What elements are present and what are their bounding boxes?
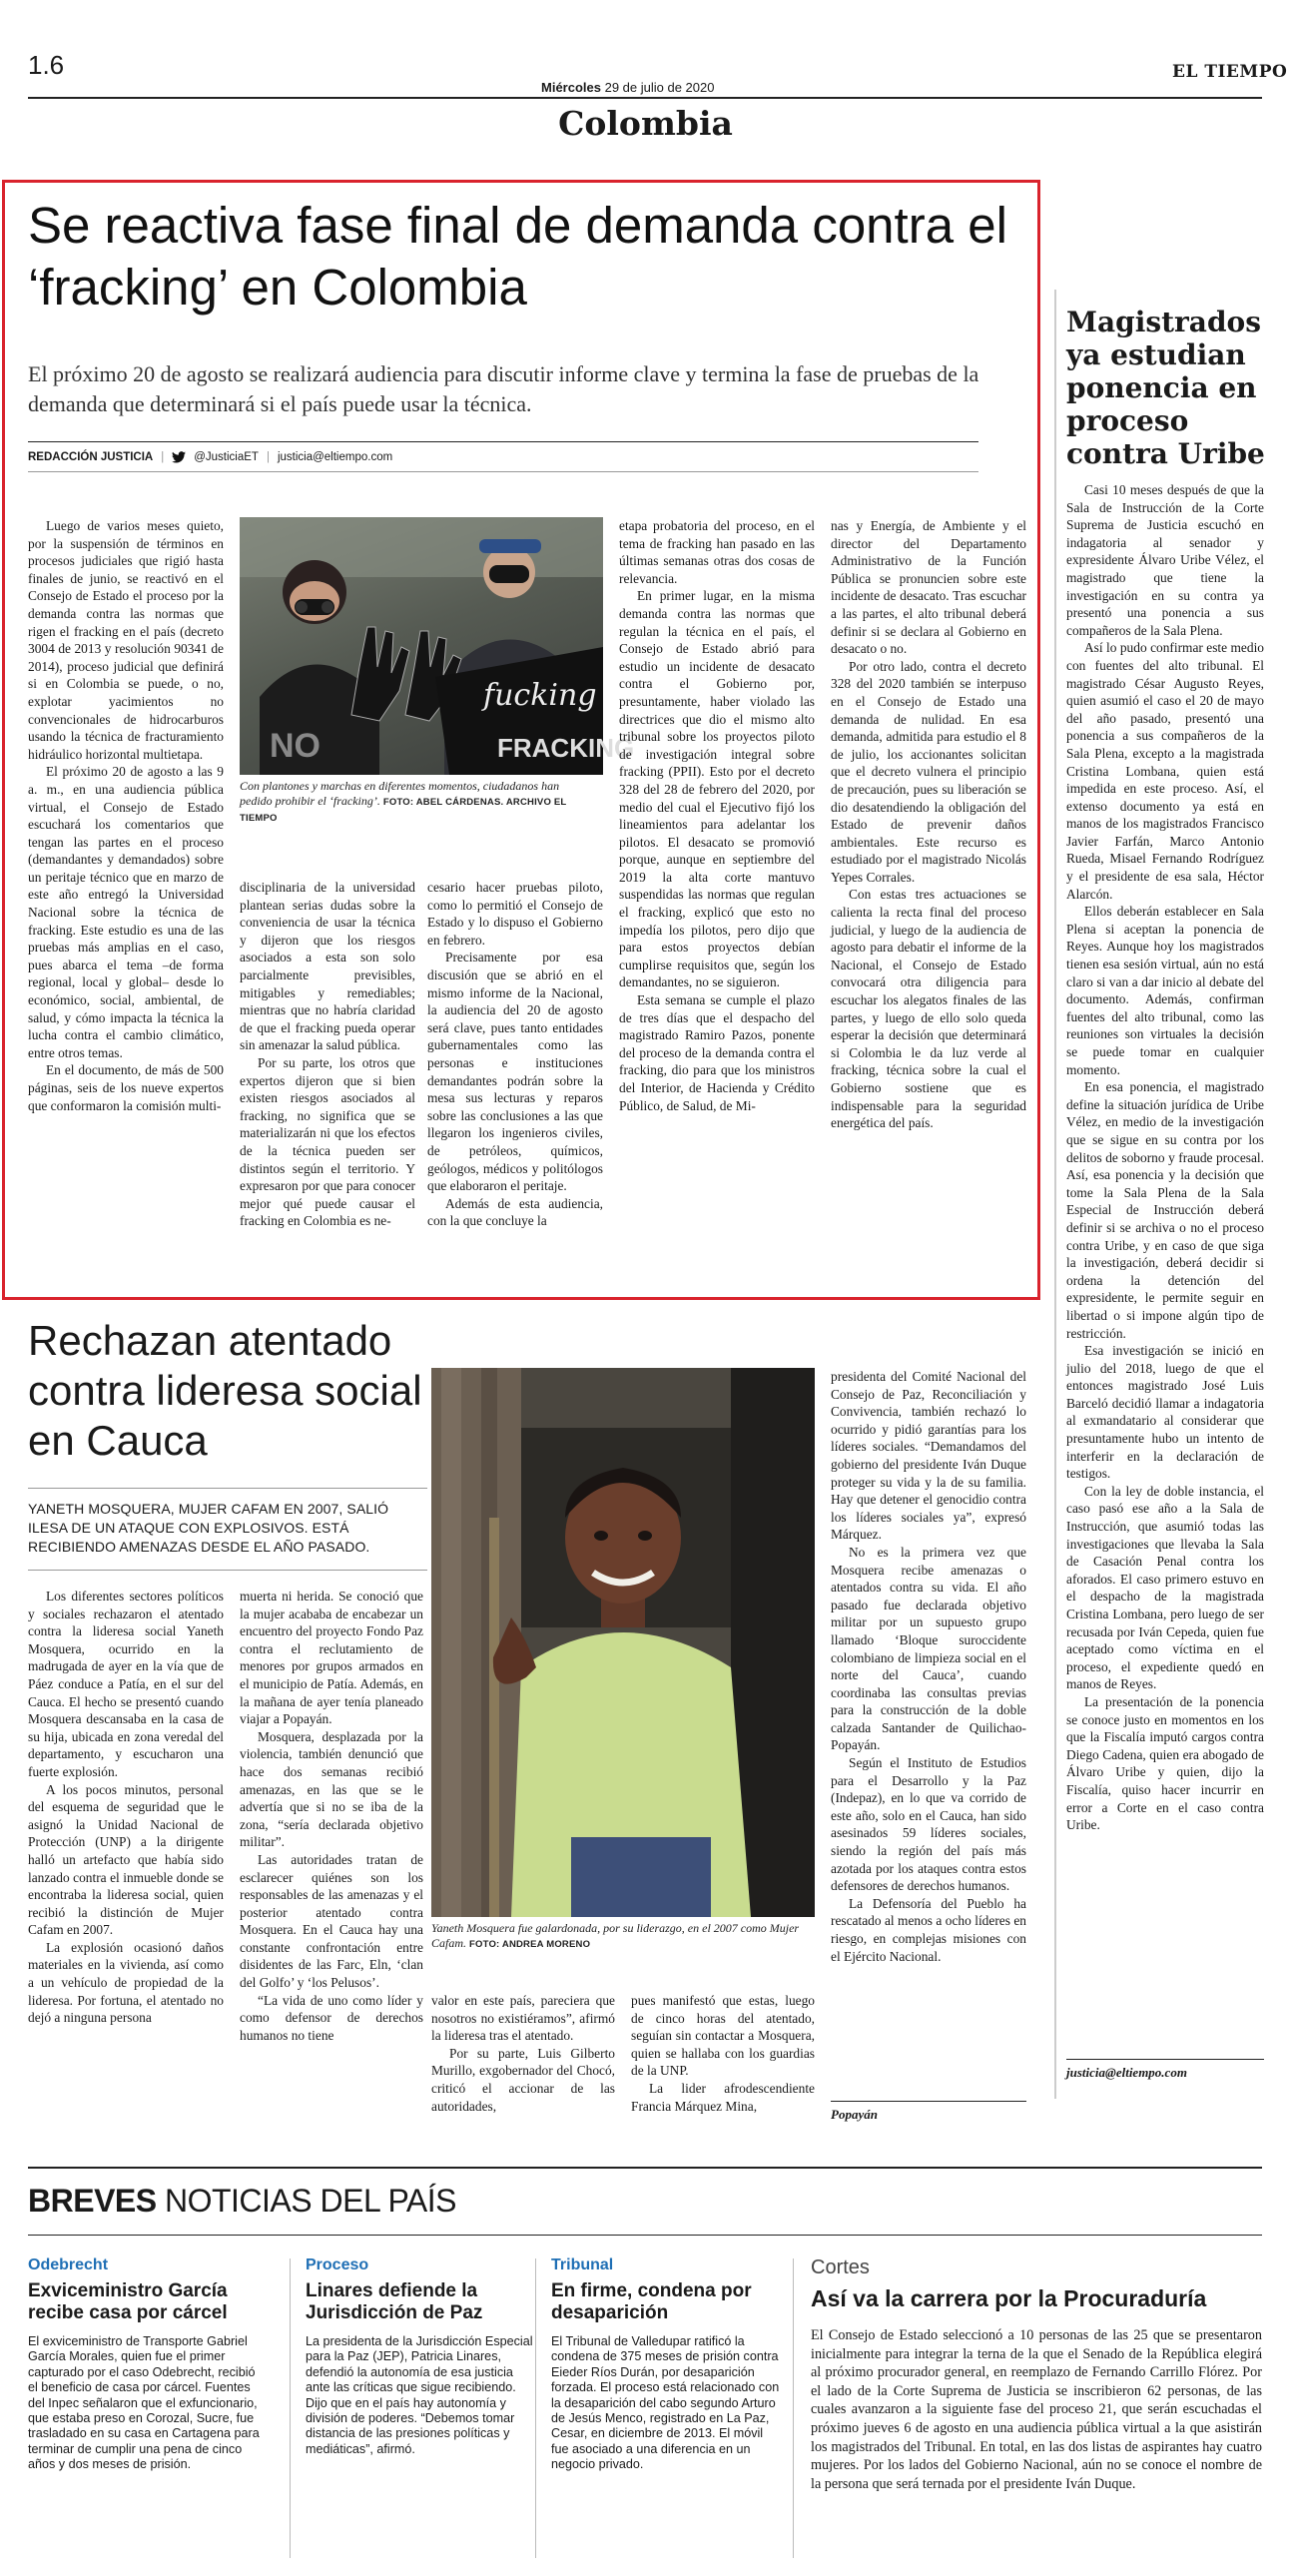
svg-text:NO: NO <box>270 727 321 765</box>
second-column-4 <box>631 1992 815 2147</box>
paragraph: etapa probatoria del proceso, en el tema de fracking han pasado en las últimas semanas otras dos cosas de relevancia. <box>619 518 815 586</box>
photo-credit: FOTO: ABEL CÁRDENAS. ARCHIVO EL TIEMPO <box>240 796 567 824</box>
twitter-icon <box>172 451 186 463</box>
section-title: Colombia <box>558 104 733 143</box>
breves-rule-bottom <box>28 2235 1262 2236</box>
paragraph: cesario hacer pruebas piloto, como lo permitió el Consejo de Estado y lo dispuso el Gobierno en febrero. <box>427 880 603 948</box>
date-rest: 29 de julio de 2020 <box>604 80 715 95</box>
cortes-item <box>811 2256 1262 2493</box>
paragraph: valor en este país, pareciera que nosotros no existiéramos”, afirmó la lideresa tras el atentado. <box>431 1993 615 2044</box>
paragraph: Mosquera, desplazada por la violencia, también denunció que hace dos semanas recibió amenazas, en las que se le advertía que si no se iba de la zona, “sería declarada objetivo militar”. <box>240 1728 423 1850</box>
paragraph: La explosión ocasionó daños materiales en la vivienda, así como a un vehículo de propiedad de la lideresa. Por fortuna, el atentado no dejó a ninguna persona <box>28 1939 224 2026</box>
breves-label <box>28 2183 456 2220</box>
paragraph: No es la primera vez que Mosquera recibe amenazas o atentados contra su vida. El año pasado fue declarada objetivo militar por un supuesto grupo llamado ‘Bloque suroccidente colombiano de limpieza social en el norte del Cauca’, cuando coordinaba las consultas previas para la construcción de la doble calzada Santander de Quilichao-Popayán. <box>831 1544 1026 1753</box>
breve-kicker: Proceso <box>306 2256 369 2273</box>
sidebar-body <box>1066 481 1264 2079</box>
paragraph: El próximo 20 de agosto a las 9 a. m., en una audiencia pública virtual, el Consejo de Estado escuchará los comentarios que tengan las partes en el proceso (demandantes y demandados) sobre un peritaje técnico que en marzo de este año entregó la Universidad Nacional sobre la técnica de fracking. Este estudio es una de las pruebas más amplias en el caso, pues abarca el tema –de forma regional, local y global– desde lo económico, social, ambiental, de salud, y cómo impacta la técnica la lucha contra el cambio climático, entre otros temas. <box>28 764 224 1060</box>
paragraph: Además de esta audiencia, con la que concluye la <box>427 1195 603 1229</box>
breve-kicker: Odebrecht <box>28 2256 109 2273</box>
byline-rule-top <box>28 441 978 442</box>
breve-title: Exviceministro García recibe casa por cárcel <box>28 2280 228 2323</box>
page-number: 1.6 <box>28 50 65 80</box>
cortes-kicker: Cortes <box>811 2256 870 2278</box>
second-headline: Rechazan atentado contra lideresa social en Cauca <box>28 1317 422 1464</box>
paragraph: A los pocos minutos, personal del esquema de seguridad que le asignó la Unidad Nacional de Protección (UNP) a la dirigente halló un artefacto que había sido lanzado contra el inmueble donde se encontraba la lideresa social, quien recibió la distinción de Mujer Cafam en 2007. <box>28 1781 224 1938</box>
paragraph: La lider afrodescendiente Francia Márquez Mina, <box>631 2080 815 2114</box>
breve-body: La presidenta de la Jurisdicción Especial para la Paz (JEP), Patricia Linares, defendió la autonomía de esa justicia ante las críticas que sigue recibiendo. Dijo que en el país hay autonomía y división de poderes. “Debemos tomar distancia de las presiones políticas y mediáticas”, afirmó. <box>306 2334 533 2456</box>
second-column-5 <box>831 1368 1026 2097</box>
paragraph: “La vida de uno como líder y como defensor de derechos humanos no tiene <box>240 1992 423 2043</box>
protest-illustration <box>240 517 635 775</box>
paragraph: Con estas tres actuaciones se calienta la recta final del proceso judicial, y luego de la audiencia de agosto para debatir el informe de la Nacional, el Consejo de Estado convocará otra diligencia para escuchar los alegatos finales de las partes, y luego de ello solo queda esperar la decisión que determinará si Colombia le da luz verde al fracking, técnica sobre la cual el Gobierno sostiene que es indispensable para la seguridad energética del país. <box>831 887 1026 1131</box>
sidebar-email[interactable]: justicia@eltiempo.com <box>1066 2065 1187 2080</box>
paragraph: Ellos deberán establecer en Sala Plena si aceptan la ponencia de Reyes. Aunque hoy los magistrados tienen esa sesión virtual, aún no está claro si van a dar inicio al debate del documento. Además, confirman fuentes del alto tribunal, como las reuniones son virtuales la decisión se puede tomar en cualquier momento. <box>1066 904 1264 1077</box>
paragraph: presidenta del Comité Nacional del Consejo de Paz, Reconciliación y Convivencia, también rechazó lo ocurrido y pidió garantías para los líderes sociales. “Demandamos del gobierno del presidente Iván Duque proteger su vida y la de su familia. Hay que detener el genocidio contra los líderes sociales ya”, expresó Márquez. <box>831 1369 1026 1543</box>
sidebar-headline: Magistrados ya estudian ponencia en proceso contra Uribe <box>1066 306 1265 470</box>
byline: REDACCIÓN JUSTICIA | @JusticiaET | justicia@eltiempo.com <box>28 451 393 463</box>
lead-column-1 <box>28 517 224 1296</box>
breve-body: El Tribunal de Valledupar ratificó la condena de 375 meses de prisión contra Eieder Ríos Durán, por desaparición forzada. El proceso está relacionado con la desaparición del cabo segundo Arturo de Jesús Menco, registrado en La Paz, Cesar, en diciembre de 2013. El móvil fue asociado a una diferencia en un negocio privado. <box>551 2334 780 2472</box>
paragraph: Luego de varios meses quieto, por la suspensión de términos en procesos judiciales que rigió hasta finales de junio, se reactivó en el Consejo de Estado el proceso por la demanda contra las normas que rigen el fracking en el país (decreto 3004 de 2013 y resolución 90341 de 2014), proceso judicial que definirá si en Colombia se puede, o no, explotar yacimientos no convencionales de hidrocarburos usando la técnica de fracturamiento hidráulico horizontal multietapa. <box>28 518 224 762</box>
breve-divider <box>290 2258 291 2558</box>
paragraph: La presentación de la ponencia se conoce justo en momentos en los que la Fiscalía imputó cargos contra Diego Cadena, quien era abogado de Álvaro Uribe y quien, dijo la Fiscalía, quiso hacer incurrir en error a Corte en el caso contra Uribe. <box>1066 1693 1264 1833</box>
breves-label-light: NOTICIAS DEL PAÍS <box>164 2183 456 2219</box>
breve-divider <box>793 2258 794 2558</box>
date-line <box>541 80 714 95</box>
breve-body: El exviceministro de Transporte Gabriel García Morales, quien fue el primer capturado por el caso Odebrecht, recibió el beneficio de casa por cárcel. Fuentes del Inpec señalaron que el exfuncionario, que estaba preso en Corozal, Sucre, fue trasladado en su casa en Cartagena para terminar de cumplir una pena de cinco años y dos meses de prisión. <box>28 2334 260 2472</box>
paragraph: Casi 10 meses después de que la Sala de Instrucción de la Corte Suprema de Justicia escuchó en indagatoria al senador y expresidente Álvaro Uribe Vélez, el magistrado que tiene la investigación en su contra ya presentó una ponencia a sus compañeros de la Sala Plena. <box>1066 482 1264 638</box>
second-deck: YANETH MOSQUERA, MUJER CAFAM EN 2007, SALIÓ ILESA DE UN ATAQUE CON EXPLOSIVOS. ESTÁ RECIBIENDO AMENAZAS DESDE EL AÑO PASADO. <box>28 1501 389 1555</box>
second-column-1 <box>28 1588 224 2147</box>
portrait-illustration <box>431 1368 815 1917</box>
breves-rule-top <box>28 2167 1262 2169</box>
breve-divider <box>535 2258 536 2558</box>
paragraph: En el documento, de más de 500 páginas, seis de los nueve expertos que conformaron la comisión multi- <box>28 1062 224 1113</box>
byline-desk: REDACCIÓN JUSTICIA <box>28 451 154 463</box>
lead-headline: Se reactiva fase final de demanda contra el ‘fracking’ en Colombia <box>28 197 1007 316</box>
paragraph: Según el Instituto de Estudios para el Desarrollo y la Paz (Indepaz), en lo que va corrido de este año, solo en el Cauca, han sido asesinados 59 líderes sociales, siendo la región del país más azotada por los ataques contra estos defensores de derechos humanos. <box>831 1755 1026 1894</box>
paragraph: Las autoridades tratan de esclarecer quiénes son los responsables de las amenazas y el posterior atentado contra Mosquera. En el Cauca hay una constante confrontación entre disidentes de las Farc, Eln, ‘clan del Golfo’ y ‘los Pelusos’. <box>240 1851 423 1991</box>
paragraph: Así lo pudo confirmar este medio con fuentes del alto tribunal. El magistrado César Augusto Reyes, quien asumió el caso el 20 de mayo del año pasado, presentó una ponencia a sus compañeros de la Sala Plena, excepto a la magistrada Cristina Lombana, quien está impedida en este proceso. Así, el extenso documento ya está en manos de los magistrados Francisco Javier Farfán, Marco Antonio Rueda, Misael Fernando Rodríguez y el presidente de esa sala, Héctor Alarcón. <box>1066 640 1264 902</box>
second-end-rule <box>831 2101 1026 2102</box>
breves-label-bold: BREVES <box>28 2183 157 2219</box>
paragraph: La Defensoría del Pueblo ha rescatado al menos a ocho líderes en riesgo, en complejas misiones con el Ejército Nacional. <box>831 1895 1026 1964</box>
second-deck-rule <box>28 1488 427 1489</box>
svg-text:fucking: fucking <box>483 678 597 713</box>
second-column-3 <box>431 1992 615 2147</box>
photo-credit: FOTO: ANDREA MORENO <box>469 1938 591 1950</box>
paragraph: muerta ni herida. Se conoció que la mujer acababa de encabezar un encuentro del proyecto Fondo Paz contra el reclutamiento de menores por grupos armados en el municipio de Patía. Además, en la mañana de ayer tenía planeado viajar a Popayán. <box>240 1589 423 1727</box>
caption-text: Con plantones y marchas en diferentes momentos, ciudadanos han pedido prohibir el ‘fracking’. <box>240 779 560 808</box>
date-day: Miércoles <box>541 80 601 95</box>
header-rule <box>28 97 1262 99</box>
second-dateline: Popayán <box>831 2107 878 2122</box>
second-column-2 <box>240 1588 423 2147</box>
paragraph: Precisamente por esa discusión que se abrió en el mismo informe de la Nacional, la audiencia del 20 de agosto será clave, pues tanto entidades gubernamentales como las personas e instituciones demandantes podrán sobre la mesa sus lecturas y reparos sobre las conclusiones a las que llegaron los ingenieros civiles, de petróleos, químicos, geólogos, médicos y politólogos que elaboraron el peritaje. <box>427 950 603 1194</box>
paragraph: Esta semana se cumple el plazo de tres días que el despacho del magistrado Ramiro Pazos, ponente del proceso de la demanda contra el fracking, dio para que los ministros del Interior, de Hacienda y Crédito Público, de Salud, de Mi- <box>619 992 815 1113</box>
byline-twitter[interactable]: @JusticiaET <box>194 451 259 463</box>
paragraph: pues manifestó que estas, luego de cinco horas del atentado, seguían sin contactar a Mosquera, quien se hallaba con los guardias de la UNP. <box>631 1993 815 2079</box>
photo-sign-text: FRACKING <box>497 733 635 763</box>
breve-kicker: Tribunal <box>551 2256 614 2273</box>
lead-column-3 <box>427 879 603 1278</box>
caption-text: Yaneth Mosquera fue galardonada, por su liderazgo, en el 2007 como Mujer Cafam. <box>431 1921 800 1950</box>
breve-item <box>306 2256 535 2457</box>
sidebar-end-rule <box>1066 2059 1264 2060</box>
paragraph: Por otro lado, contra el decreto 328 del 2020 también se interpuso en el Consejo de Estado una demanda de nulidad. En esa demanda, admitida para estudio el 8 de julio, los accionantes solicitan que el decreto vulnera el principio de precaución, pues su liberación se dio desatendiendo la obligación del Estado de prevenir daños ambientales. Este recurso es estudiado por el magistrado Nicolás Yepes Corrales. <box>831 658 1026 885</box>
cortes-title: Así va la carrera por la Procuraduría <box>811 2285 1207 2311</box>
lideresa-photo <box>431 1368 815 1917</box>
paragraph: Por su parte, los otros que expertos dijeron que si bien existen riesgos asociados al fracking, no significa que se materializarán ni que los efectos de la técnica pueden ser distintos según el territorio. Y expresaron por que para conocer mejor qué puede causar el fracking en Colombia es ne- <box>240 1054 415 1229</box>
lead-deck: El próximo 20 de agosto se realizará audiencia para discutir informe clave y termina la fase de pruebas de la demanda que determinará si el país puede usar la técnica. <box>28 361 979 416</box>
paragraph: Por su parte, Luis Gilberto Murillo, exgobernador del Chocó, criticó el accionar de las autoridades, <box>431 2045 615 2114</box>
lead-column-2 <box>240 879 415 1278</box>
second-photo-caption <box>431 1921 815 1952</box>
paragraph: disciplinaria de la universidad plantean serias dudas sobre la conveniencia de usar la técnica y dijeron que los riesgos asociados a esta son solo parcialmente previsibles, mitigables y remediables; mientras que no habría claridad de que el fracking pueda operar sin amenazar la salud pública. <box>240 880 415 1053</box>
masthead: EL TIEMPO <box>1172 62 1288 82</box>
fracking-protest-photo <box>240 517 635 775</box>
breve-title: En firme, condena por desaparición <box>551 2280 752 2323</box>
paragraph: Esa investigación se inició en julio del 2018, luego de que el entonces magistrado José Luis Barceló decidió llamar a indagatoria al exmandatario al considerar que presuntamente hubo un intento de interferir en la declaración de testigos. <box>1066 1343 1264 1482</box>
sidebar-divider <box>1054 290 1056 2099</box>
breve-item <box>551 2256 781 2473</box>
lead-column-5 <box>831 517 1026 1296</box>
breve-item <box>28 2256 268 2473</box>
paragraph: En esa ponencia, el magistrado define la situación jurídica de Uribe Vélez, en medio de la investigación que se sigue en su contra por los delitos de soborno y fraude procesal. Así, esa ponencia y la decisión que tome la Sala Plena de la Sala Especial de Instrucción deberá definir si se archiva o no el proceso contra Uribe, y en caso de que siga la investigación, deberá decidir si ordena la detención del expresidente, le permite seguir en libertad o si impone algún tipo de restricción. <box>1066 1079 1264 1341</box>
paragraph: nas y Energía, de Ambiente y el director del Departamento Administrativo de la Función Pública se pronuncien sobre este incidente de desacato. Tras escuchar a las partes, el alto tribunal deberá definir si se declara al Gobierno en desacato o no. <box>831 518 1026 657</box>
paragraph: Los diferentes sectores políticos y sociales rechazaron el atentado contra la lideresa social Yaneth Mosquera, ocurrido en la madrugada de ayer en la vía que de Páez conduce a Patía, en el sur del Cauca. El hecho se presentó cuando Mosquera descansaba en la casa de su hija, ubicada en zona veredal del departamento, y escucharon una fuerte explosión. <box>28 1589 224 1779</box>
byline-email[interactable]: justicia@eltiempo.com <box>277 451 393 463</box>
paragraph: En primer lugar, en la misma demanda contra las normas que regulan la técnica en el país, el Consejo de Estado abrió para estudio un incidente de desacato contra el Gobierno por, presuntamente, haber violado las directrices que dio el mismo alto tribunal sobre los proyectos piloto de investigación integral sobre fracking (PPII). Esto por el decreto 328 del 28 de febrero del 2020, por medio del cual el Ejecutivo fijó los lineamientos para adelantar los pilotos. El desacato se promovió porque, aunque en septiembre del 2019 la alta corte mantuvo suspendidas las normas que regulan el fracking, explicó que esto no impedía los pilotos, pero dijo que para estos proyectos debían cumplirse requisitos que, según los demandantes, no se siguieron. <box>619 588 815 990</box>
second-deck-rule-bottom <box>28 1570 427 1571</box>
byline-rule-bottom <box>28 471 978 472</box>
cortes-body: El Consejo de Estado seleccionó a 10 personas de las 25 que se presentaron inicialmente para integrar la terna de la que el Senado de la República elegirá al próximo procurador general, en reemplazo de Fernando Carrillo Flórez. Por el lado de la Corte Suprema de Justicia se inscribieron 62 personas, de las cuales avanzaron a la siguiente fase del proceso 21, que serán escuchadas el próximo jueves 6 de agosto en una audiencia pública virtual a la que asistirán los magistrados del Tribunal. En total, en las dos listas de aspirantes hay cuatro mujeres. Por los lados del Gobierno Nacional, aún no se conoce el nombre de la persona que será ternada por el presidente Iván Duque. <box>811 2327 1262 2492</box>
paragraph: Con la ley de doble instancia, el caso pasó ese año a la Sala de Instrucción, que asumió todas las investigaciones que llevaba la Sala de Casación Penal contra los aforados. El caso primero estuvo en el despacho de la magistrada Cristina Lombana, pero luego de ser recusada por Iván Cepeda, quien fue aceptado como víctima en el proceso, el expediente quedó en manos de Reyes. <box>1066 1483 1264 1692</box>
lead-photo-caption <box>240 779 589 827</box>
breve-title: Linares defiende la Jurisdicción de Paz <box>306 2280 483 2323</box>
lead-column-4 <box>619 517 815 1296</box>
